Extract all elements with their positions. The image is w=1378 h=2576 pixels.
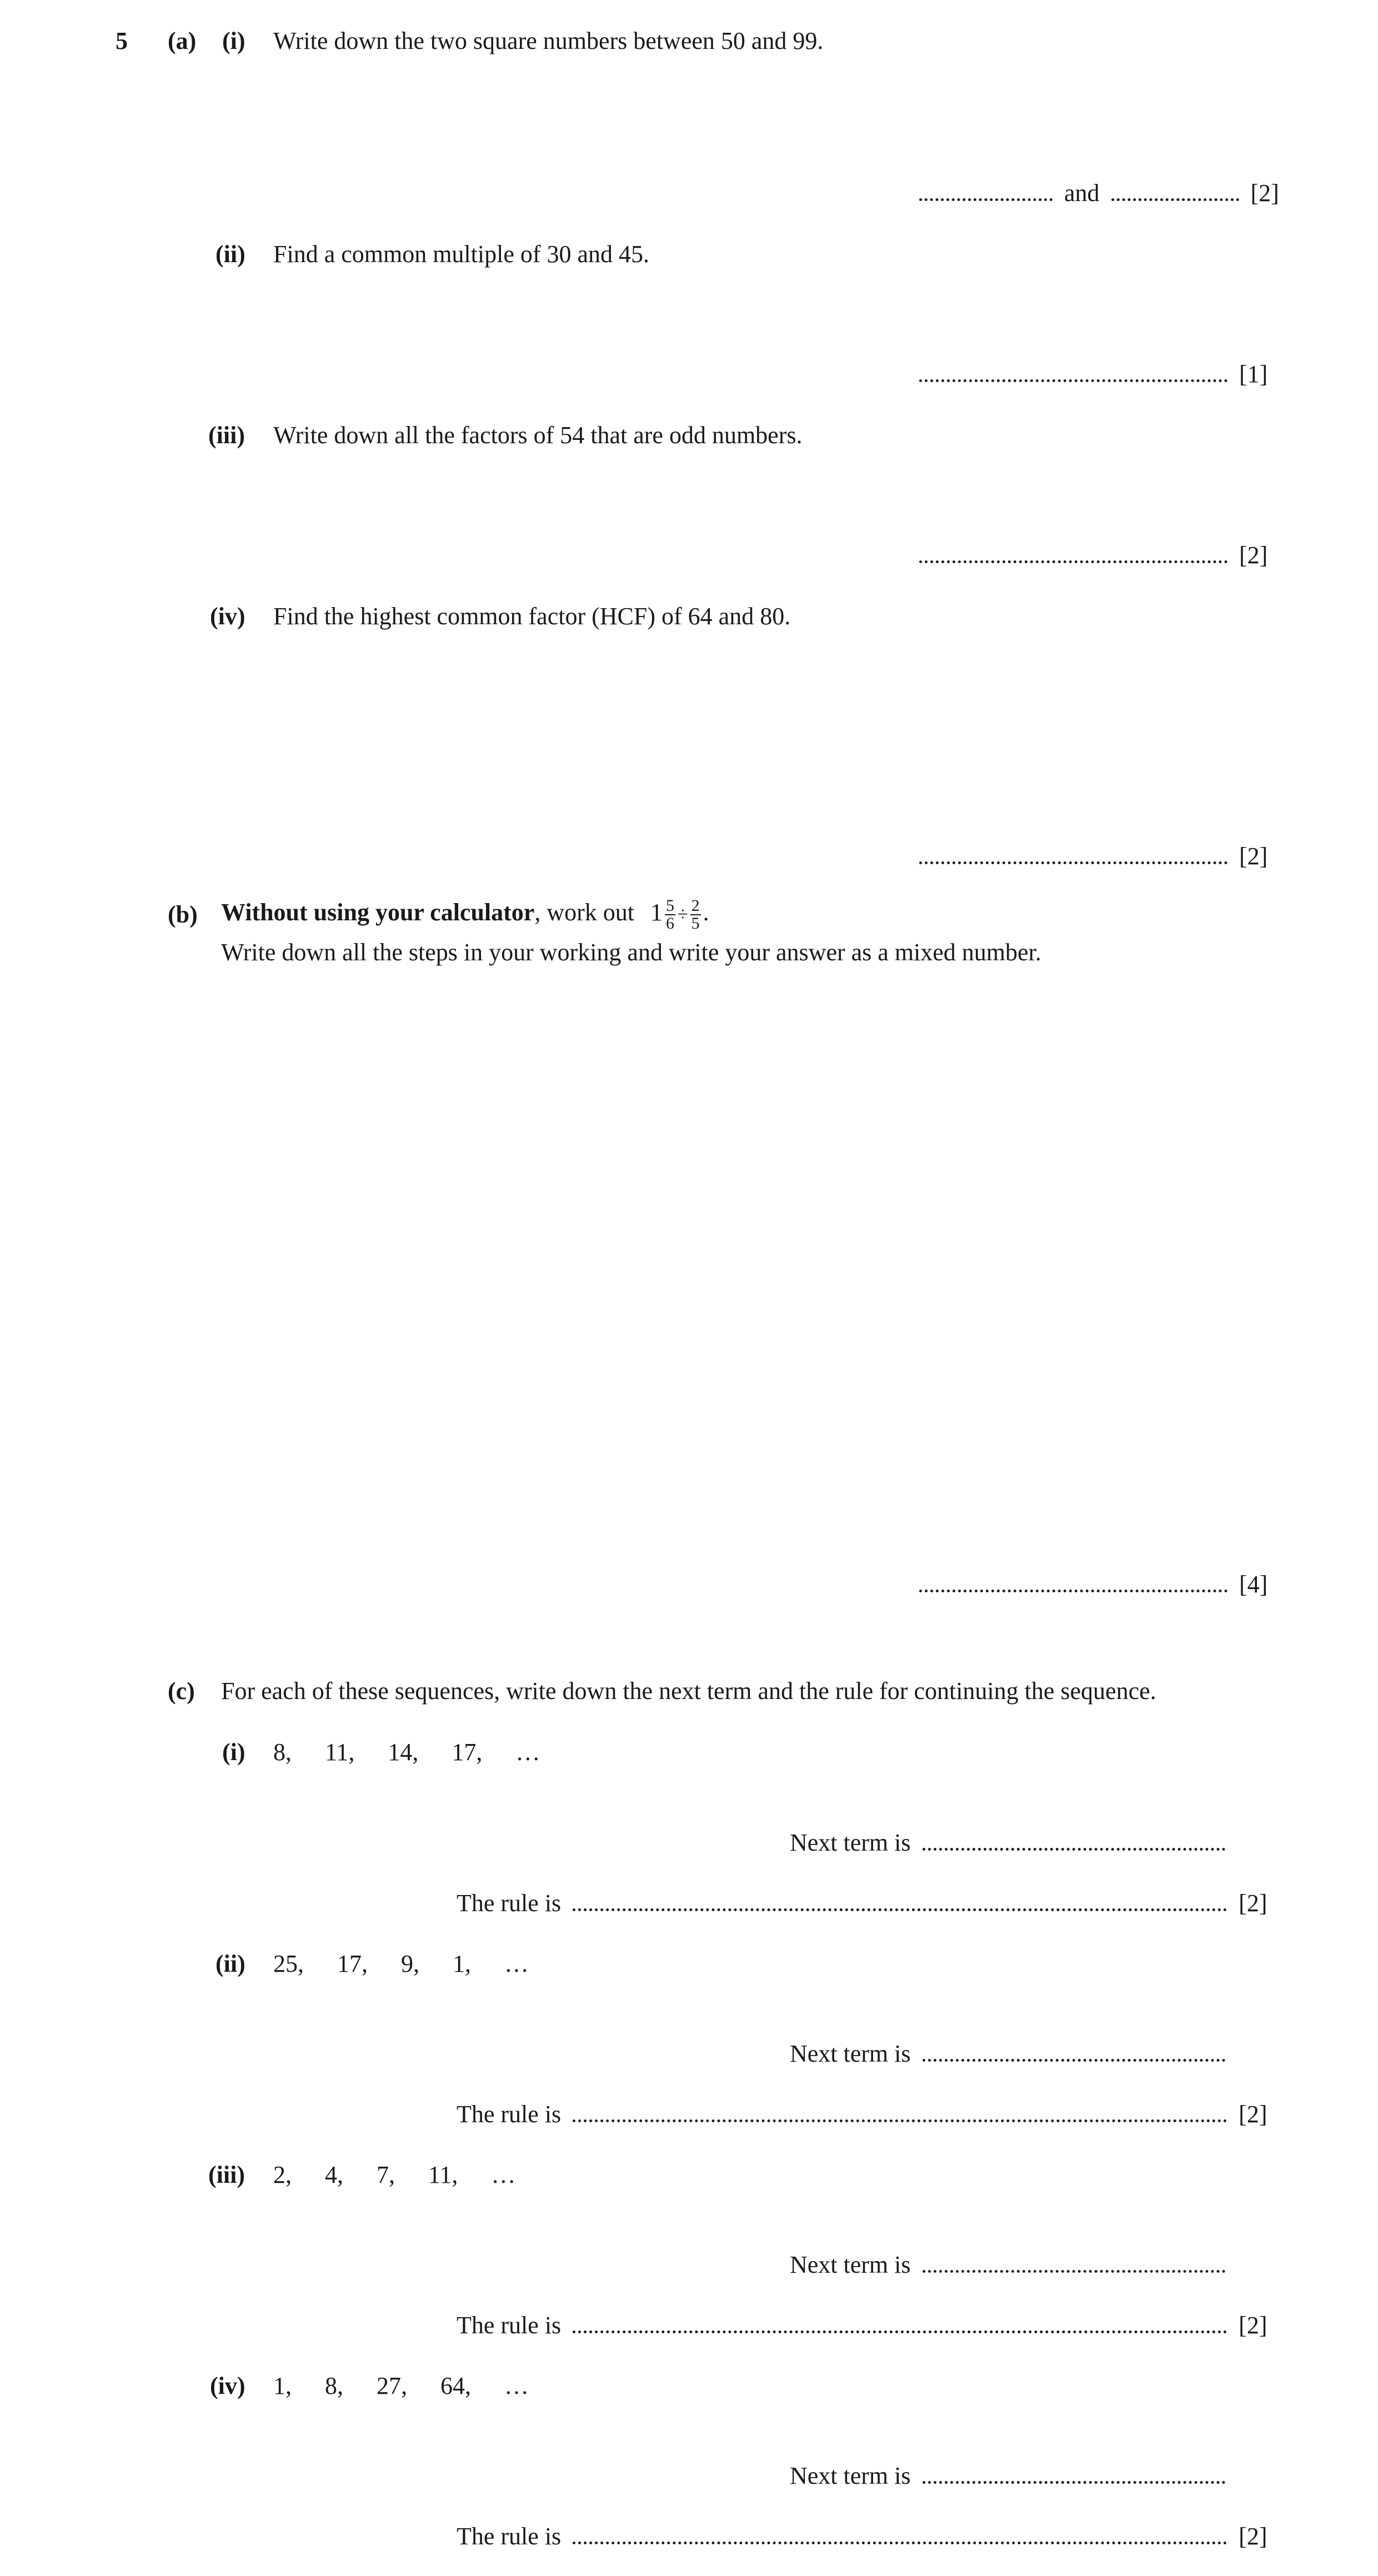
answer-blank[interactable]: [573, 2326, 1227, 2333]
part-b-line2: Write down all the steps in your working and write your answer as a mixed number.: [221, 939, 1041, 966]
sequence-term: 4,: [325, 2161, 343, 2188]
marks-c-iii: [2]: [1239, 2312, 1267, 2339]
part-b-bold-text: Without using your calculator: [221, 899, 535, 926]
sequence-term: 14,: [388, 1738, 419, 1766]
answer-blank[interactable]: [919, 857, 1227, 864]
sequence-term: 11,: [428, 2161, 458, 2188]
next-term-line-c-i[interactable]: [790, 1831, 1225, 1855]
marks-a-i: [2]: [1250, 179, 1279, 207]
mixed-number-whole: 1: [650, 899, 663, 926]
part-c-iii-label: (iii): [208, 2161, 245, 2188]
fraction-1: [665, 898, 675, 932]
part-a-label: (a): [168, 27, 197, 54]
answer-line-a-ii[interactable]: [919, 362, 1267, 387]
next-term-line-c-iii[interactable]: [790, 2253, 1225, 2277]
answer-blank-2[interactable]: [1111, 194, 1239, 201]
rule-line-c-iv[interactable]: [457, 2524, 1267, 2549]
part-a-iii-text: Write down all the factors of 54 that are odd numbers.: [273, 422, 803, 449]
answer-blank[interactable]: [919, 556, 1227, 563]
next-term-label: Next term is: [790, 1829, 911, 1856]
answer-blank[interactable]: [923, 2054, 1225, 2062]
marks-a-iii: [2]: [1239, 542, 1268, 569]
fraction-2: [690, 898, 701, 932]
marks-a-ii: [1]: [1239, 360, 1268, 388]
marks-c-ii: [2]: [1239, 2101, 1267, 2128]
question-number: 5: [116, 27, 128, 54]
marks-a-iv: [2]: [1239, 843, 1268, 870]
answer-blank[interactable]: [919, 1585, 1227, 1592]
answer-line-a-iv[interactable]: [919, 844, 1267, 869]
sequence-term: 8,: [325, 2372, 343, 2399]
rule-line-c-iii[interactable]: [457, 2313, 1267, 2338]
next-term-label: Next term is: [790, 2040, 911, 2067]
rule-label: The rule is: [457, 2523, 562, 2550]
sequence-term: 1,: [453, 1950, 471, 1977]
answer-blank[interactable]: [923, 2266, 1225, 2273]
part-c-text: For each of these sequences, write down the next term and the rule for continuing the sequence.: [221, 1677, 1156, 1705]
part-a-iv-text: Find the highest common factor (HCF) of 64 and 80.: [273, 603, 791, 630]
sequence-term: 9,: [401, 1950, 419, 1977]
sequence-term: 27,: [377, 2372, 407, 2399]
and-word: and: [1064, 179, 1100, 207]
fraction-2-numerator: 2: [691, 896, 700, 915]
part-b-label: (b): [168, 901, 198, 928]
answer-blank[interactable]: [573, 2115, 1227, 2122]
sequence-term: 7,: [377, 2161, 395, 2188]
sequence-term: …: [504, 1950, 529, 1977]
sequence-c-iv: [273, 2374, 562, 2398]
sequence-term: 64,: [440, 2372, 471, 2399]
sequence-term: 17,: [452, 1738, 483, 1766]
marks-c-iv: [2]: [1239, 2523, 1267, 2550]
answer-blank[interactable]: [573, 1904, 1227, 1911]
answer-blank[interactable]: [919, 375, 1227, 382]
part-a-ii-label: (ii): [216, 240, 245, 268]
part-b-period: .: [703, 899, 709, 926]
answer-blank[interactable]: [923, 2477, 1225, 2484]
answer-line-a-iii[interactable]: [919, 543, 1267, 568]
rule-label: The rule is: [457, 1890, 562, 1917]
answer-blank[interactable]: [923, 1843, 1225, 1851]
sequence-term: 17,: [337, 1950, 368, 1977]
rule-label: The rule is: [457, 2101, 562, 2128]
sequence-term: …: [515, 1738, 540, 1766]
part-a-ii-text: Find a common multiple of 30 and 45.: [273, 240, 650, 268]
part-a-i-label: (i): [222, 27, 245, 54]
division-sign: ÷: [678, 904, 688, 925]
answer-line-b[interactable]: [919, 1572, 1267, 1597]
part-a-iii-label: (iii): [208, 422, 245, 449]
next-term-line-c-iv[interactable]: [790, 2464, 1225, 2488]
part-c-label: (c): [168, 1677, 195, 1705]
rule-label: The rule is: [457, 2312, 562, 2339]
next-term-line-c-ii[interactable]: [790, 2042, 1225, 2066]
rule-line-c-ii[interactable]: [457, 2102, 1267, 2127]
next-term-label: Next term is: [790, 2251, 911, 2278]
answer-blank[interactable]: [573, 2537, 1227, 2544]
part-b-line1: [221, 893, 709, 934]
sequence-term: 2,: [273, 2161, 292, 2188]
sequence-term: 1,: [273, 2372, 292, 2399]
part-a-i-text: Write down the two square numbers between 50 and 99.: [273, 27, 824, 54]
answer-line-a-i[interactable]: [919, 181, 1279, 206]
fraction-1-numerator: 5: [666, 896, 674, 915]
sequence-term: 8,: [273, 1738, 292, 1766]
sequence-c-iii: [273, 2163, 549, 2187]
sequence-term: 11,: [325, 1738, 355, 1766]
part-b-text-after: , work out: [534, 899, 634, 926]
sequence-term: 25,: [273, 1950, 304, 1977]
next-term-label: Next term is: [790, 2462, 911, 2489]
marks-b: [4]: [1239, 1571, 1268, 1598]
fraction-2-denominator: 5: [691, 914, 700, 933]
sequence-c-ii: [273, 1952, 562, 1976]
part-c-i-label: (i): [222, 1738, 245, 1766]
rule-line-c-i[interactable]: [457, 1891, 1267, 1916]
sequence-term: …: [491, 2161, 516, 2188]
part-a-iv-label: (iv): [210, 603, 245, 630]
sequence-c-i: [273, 1740, 573, 1765]
part-c-iv-label: (iv): [210, 2372, 245, 2399]
sequence-term: …: [504, 2372, 529, 2399]
marks-c-i: [2]: [1239, 1890, 1267, 1917]
answer-blank-1[interactable]: [919, 194, 1053, 201]
fraction-1-denominator: 6: [666, 914, 674, 933]
part-c-ii-label: (ii): [216, 1950, 245, 1977]
